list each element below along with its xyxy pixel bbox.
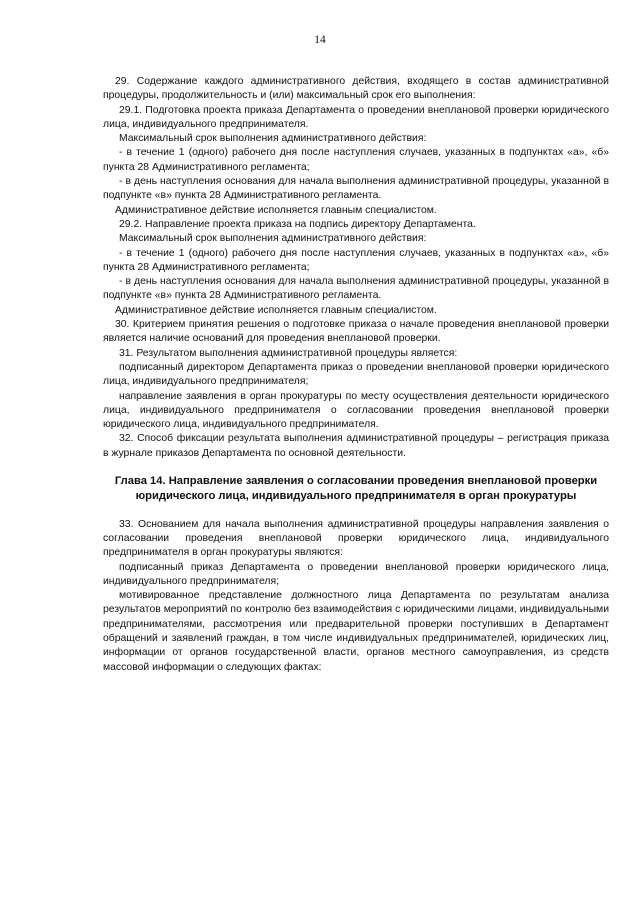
list-item-basis-motivated-submission: мотивированное представление должностного лица Департамента по результатам анализа результатов мероприятий по контролю без взаимодействия с юридическими лицами, индивидуальными предпринимателями, рассмотрения или предварительной проверки поступивших в Департамент обращений и заявлений граждан, в том числе индивидуальных предпринимателей, юридических лиц, информации от органов государственной власти, органов местного самоуправления, из средств массовой информации о следующих фактах:: [103, 590, 609, 673]
document-body: [103, 75, 609, 675]
paragraph-max-term-2: Максимальный срок выполнения административного действия:: [119, 233, 427, 245]
list-item-term-2a: - в течение 1 (одного) рабочего дня после наступления случаев, указанных в подпунктах «а», «б» пункта 28 Административного регламента;: [103, 247, 609, 273]
paragraph-executor-2: Административное действие исполняется главным специалистом.: [115, 304, 437, 316]
list-item-term-2b: - в день наступления основания для начала выполнения административной процедуры, указанной в подпункте «в» пункта 28 Административного регламента.: [103, 276, 609, 302]
paragraph-29-1: 29.1. Подготовка проекта приказа Департамента о проведении внеплановой проверки юридического лица, индивидуального предпринимателя.: [103, 104, 609, 130]
paragraph-29: 29. Содержание каждого административного действия, входящего в состав административной процедуры, продолжительность и (или) максимальный срок его выполнения:: [103, 76, 609, 102]
paragraph-32: 32. Способ фиксации результата выполнения административной процедуры – регистрация приказа в журнале приказов Департамента по основной деятельности.: [103, 433, 609, 459]
paragraph-30: 30. Критерием принятия решения о подготовке приказа о начале проведения внеплановой проверки является наличие оснований для проведения внеплановой проверки.: [103, 319, 609, 345]
paragraph-31: 31. Результатом выполнения административной процедуры является:: [119, 347, 458, 359]
list-item-result-prosecutor-application: направление заявления в орган прокуратуры по месту осуществления деятельности юридического лица, индивидуального предпринимателя о согласовании проведения внеплановой проверки юридического лица, индивидуального предпринимателя.: [103, 390, 609, 431]
list-item-term-1b: - в день наступления основания для начала выполнения административной процедуры, указанной в подпункте «в» пункта 28 Административного регламента.: [103, 176, 609, 202]
paragraph-max-term-1: Максимальный срок выполнения административного действия:: [119, 133, 427, 145]
page-number: 14: [314, 34, 326, 46]
list-item-term-1a: - в течение 1 (одного) рабочего дня после наступления случаев, указанных в подпунктах «а», «б» пункта 28 Административного регламента;: [103, 147, 609, 173]
paragraph-33: 33. Основанием для начала выполнения административной процедуры направления заявления о согласовании проведения внеплановой проверки юридического лица, индивидуального предпринимателя в орган прокуратуры являются:: [103, 518, 609, 559]
list-item-basis-signed-order: подписанный приказ Департамента о проведении внеплановой проверки юридического лица, индивидуального предпринимателя;: [103, 561, 609, 587]
list-item-result-signed-order: подписанный директором Департамента приказ о проведении внеплановой проверки юридического лица, индивидуального предпринимателя;: [103, 361, 609, 388]
paragraph-29-2: 29.2. Направление проекта приказа на подпись директору Департамента.: [119, 218, 476, 230]
paragraph-executor-1: Административное действие исполняется главным специалистом.: [115, 204, 437, 216]
chapter-14-heading: Глава 14. Направление заявления о согласовании проведения внеплановой проверки юридического лица, индивидуального предпринимателя в орган прокуратуры: [114, 475, 598, 502]
